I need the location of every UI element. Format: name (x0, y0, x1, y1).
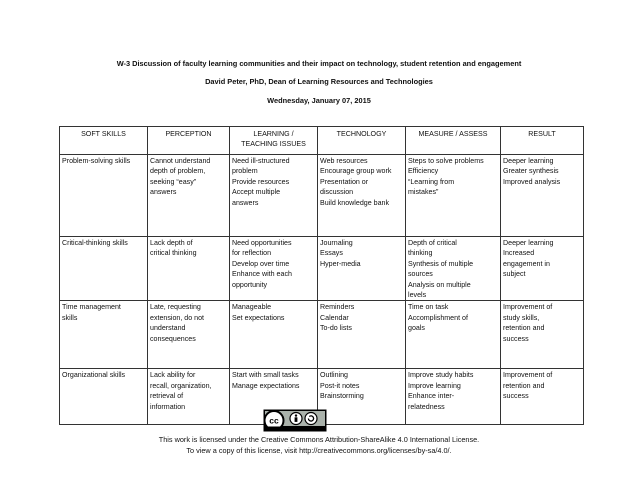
document-date: Wednesday, January 07, 2015 (267, 96, 371, 105)
cell-line: Greater synthesis (503, 167, 559, 176)
cell-line: success (503, 334, 529, 343)
table-cell (501, 155, 584, 237)
cell-line: answers (150, 188, 177, 197)
cell-line: relatedness (408, 402, 445, 411)
cell-line: problem (232, 167, 258, 176)
table-cell (60, 155, 148, 237)
cell-line: understand (150, 324, 186, 333)
cell-line: for reflection (232, 249, 272, 258)
cell-line: Steps to solve problems (408, 157, 484, 165)
cell-line: subject (503, 270, 526, 279)
cell-line: critical thinking (150, 249, 197, 258)
cell-line: Essays (320, 249, 343, 258)
attribution-head (295, 414, 297, 416)
cell-line: Analysis on multiple (408, 280, 471, 289)
soft-skills-table (59, 126, 584, 425)
cell-line: consequences (150, 334, 196, 343)
cell-line: thinking (408, 249, 433, 258)
cell-line: study skills, (503, 313, 540, 322)
header-line: TECHNOLOGY (336, 130, 387, 138)
table-cell (230, 237, 318, 301)
cell-line: Need ill-structured (232, 157, 290, 165)
cell-line: “Learning from (408, 177, 455, 186)
cc-icon: cc (269, 415, 279, 426)
table-cell (148, 237, 230, 301)
cell-line: Presentation or (320, 177, 369, 186)
header-line: TEACHING ISSUES (241, 140, 306, 149)
cell-line: Enhance with each (232, 270, 292, 279)
cell-line: Improvement of (503, 303, 553, 312)
cell-line: Hyper-media (320, 259, 361, 268)
cell-line: Brainstorming (320, 392, 364, 401)
table-cell (230, 301, 318, 369)
cell-line: Synthesis of multiple (408, 259, 474, 268)
cell-line: levels (408, 291, 427, 300)
cell-line: information (150, 402, 186, 411)
cell-line: Journaling (320, 239, 353, 247)
header-result (501, 127, 584, 155)
badge-footer-band (265, 427, 325, 431)
cell-line: Lack ability for (150, 371, 196, 380)
cell-line: Accomplishment of (408, 313, 468, 322)
cell-line: Time on task (408, 303, 449, 312)
cell-line: Accept multiple (232, 188, 281, 197)
cell-line: Provide resources (232, 177, 290, 186)
cell-line: Deeper learning (503, 239, 554, 247)
table-cell (501, 237, 584, 301)
cell-line: Enhance inter- (408, 392, 455, 401)
table-cell (60, 369, 148, 425)
cell-line: goals (408, 324, 425, 333)
table-cell (60, 301, 148, 369)
table-row (60, 155, 584, 237)
table-cell (318, 301, 406, 369)
table-cell (318, 155, 406, 237)
header-perception (148, 127, 230, 155)
cell-line: depth of problem, (150, 167, 206, 176)
cell-line: answers (232, 198, 259, 207)
cell-line: Improvement of (503, 371, 553, 380)
cell-line: engagement in (503, 259, 550, 268)
header-measure-assess (406, 127, 501, 155)
document-title: W-3 Discussion of faculty learning communities and their impact on technology, student retention and engagement (116, 59, 522, 68)
header-line: MEASURE / ASSESS (418, 130, 488, 138)
cell-line: To-do lists (320, 324, 352, 333)
cell-line: Time management (62, 303, 121, 312)
cell-line: Set expectations (232, 313, 285, 322)
cell-line: Depth of critical (408, 239, 457, 247)
cell-line: mistakes” (408, 188, 439, 197)
table-cell (148, 155, 230, 237)
table-header-row (60, 127, 584, 155)
table-cell (148, 369, 230, 425)
header-line: LEARNING / (253, 130, 294, 138)
cell-line: Improve study habits (408, 371, 474, 380)
cell-line: Critical-thinking skills (62, 239, 128, 247)
header-line: RESULT (528, 130, 556, 138)
table-cell (318, 369, 406, 425)
table-cell (406, 237, 501, 301)
license-url-text: To view a copy of this license, visit http://creativecommons.org/licenses/by-sa/4.0/. (186, 446, 452, 455)
cell-line: retention and (503, 381, 545, 390)
cell-line: Organizational skills (62, 371, 126, 380)
cell-line: success (503, 392, 529, 401)
table-cell (406, 155, 501, 237)
cell-line: skills (62, 313, 78, 322)
table-cell (230, 155, 318, 237)
header-soft-skills (60, 127, 148, 155)
cell-line: opportunity (232, 280, 268, 289)
header-line: PERCEPTION (165, 130, 212, 138)
cell-line: Cannot understand (150, 157, 211, 165)
table-cell (148, 301, 230, 369)
header-line: SOFT SKILLS (81, 130, 126, 138)
cell-line: Manageable (232, 303, 272, 312)
cell-line: Deeper learning (503, 157, 554, 165)
license-text: This work is licensed under the Creative Commons Attribution-ShareAlike 4.0 International License. (158, 435, 480, 444)
table-cell (406, 301, 501, 369)
table-cell (406, 369, 501, 425)
table-cell (501, 369, 584, 425)
cell-line: Increased (503, 249, 535, 258)
cell-line: Outlining (320, 371, 348, 380)
header-technology (318, 127, 406, 155)
header-learning-teaching-issues (230, 127, 318, 155)
cell-line: Reminders (320, 303, 355, 312)
cell-line: Web resources (320, 157, 368, 165)
cc-by-sa-license-badge (263, 409, 327, 432)
cell-line: recall, organization, (150, 381, 212, 390)
table-cell (60, 237, 148, 301)
cell-line: Start with small tasks (232, 371, 299, 380)
cell-line: Build knowledge bank (320, 198, 390, 207)
cell-line: discussion (320, 188, 354, 197)
cell-line: Efficiency (408, 167, 439, 176)
table-row (60, 237, 584, 301)
cell-line: Problem-solving skills (62, 157, 131, 165)
cell-line: seeking “easy” (150, 177, 197, 186)
cell-line: Calendar (320, 313, 349, 322)
cell-line: retention and (503, 324, 545, 333)
table-cell (501, 301, 584, 369)
cell-line: Develop over time (232, 259, 290, 268)
cell-line: retrieval of (150, 392, 184, 401)
cell-line: Lack depth of (150, 239, 193, 247)
attribution-body (295, 417, 298, 422)
share-alike-icon (305, 413, 317, 425)
table-row (60, 301, 584, 369)
cell-line: Late, requesting (150, 303, 201, 312)
cell-line: Improved analysis (503, 177, 561, 186)
cell-line: Post-it notes (320, 381, 360, 390)
cell-line: Need opportunities (232, 239, 292, 247)
table-cell (318, 237, 406, 301)
cell-line: Encourage group work (320, 167, 392, 176)
document-author: David Peter, PhD, Dean of Learning Resources and Technologies (205, 77, 433, 86)
cell-line: sources (408, 270, 433, 279)
cell-line: extension, do not (150, 313, 205, 322)
cell-line: Improve learning (408, 381, 461, 390)
cell-line: Manage expectations (232, 381, 300, 390)
